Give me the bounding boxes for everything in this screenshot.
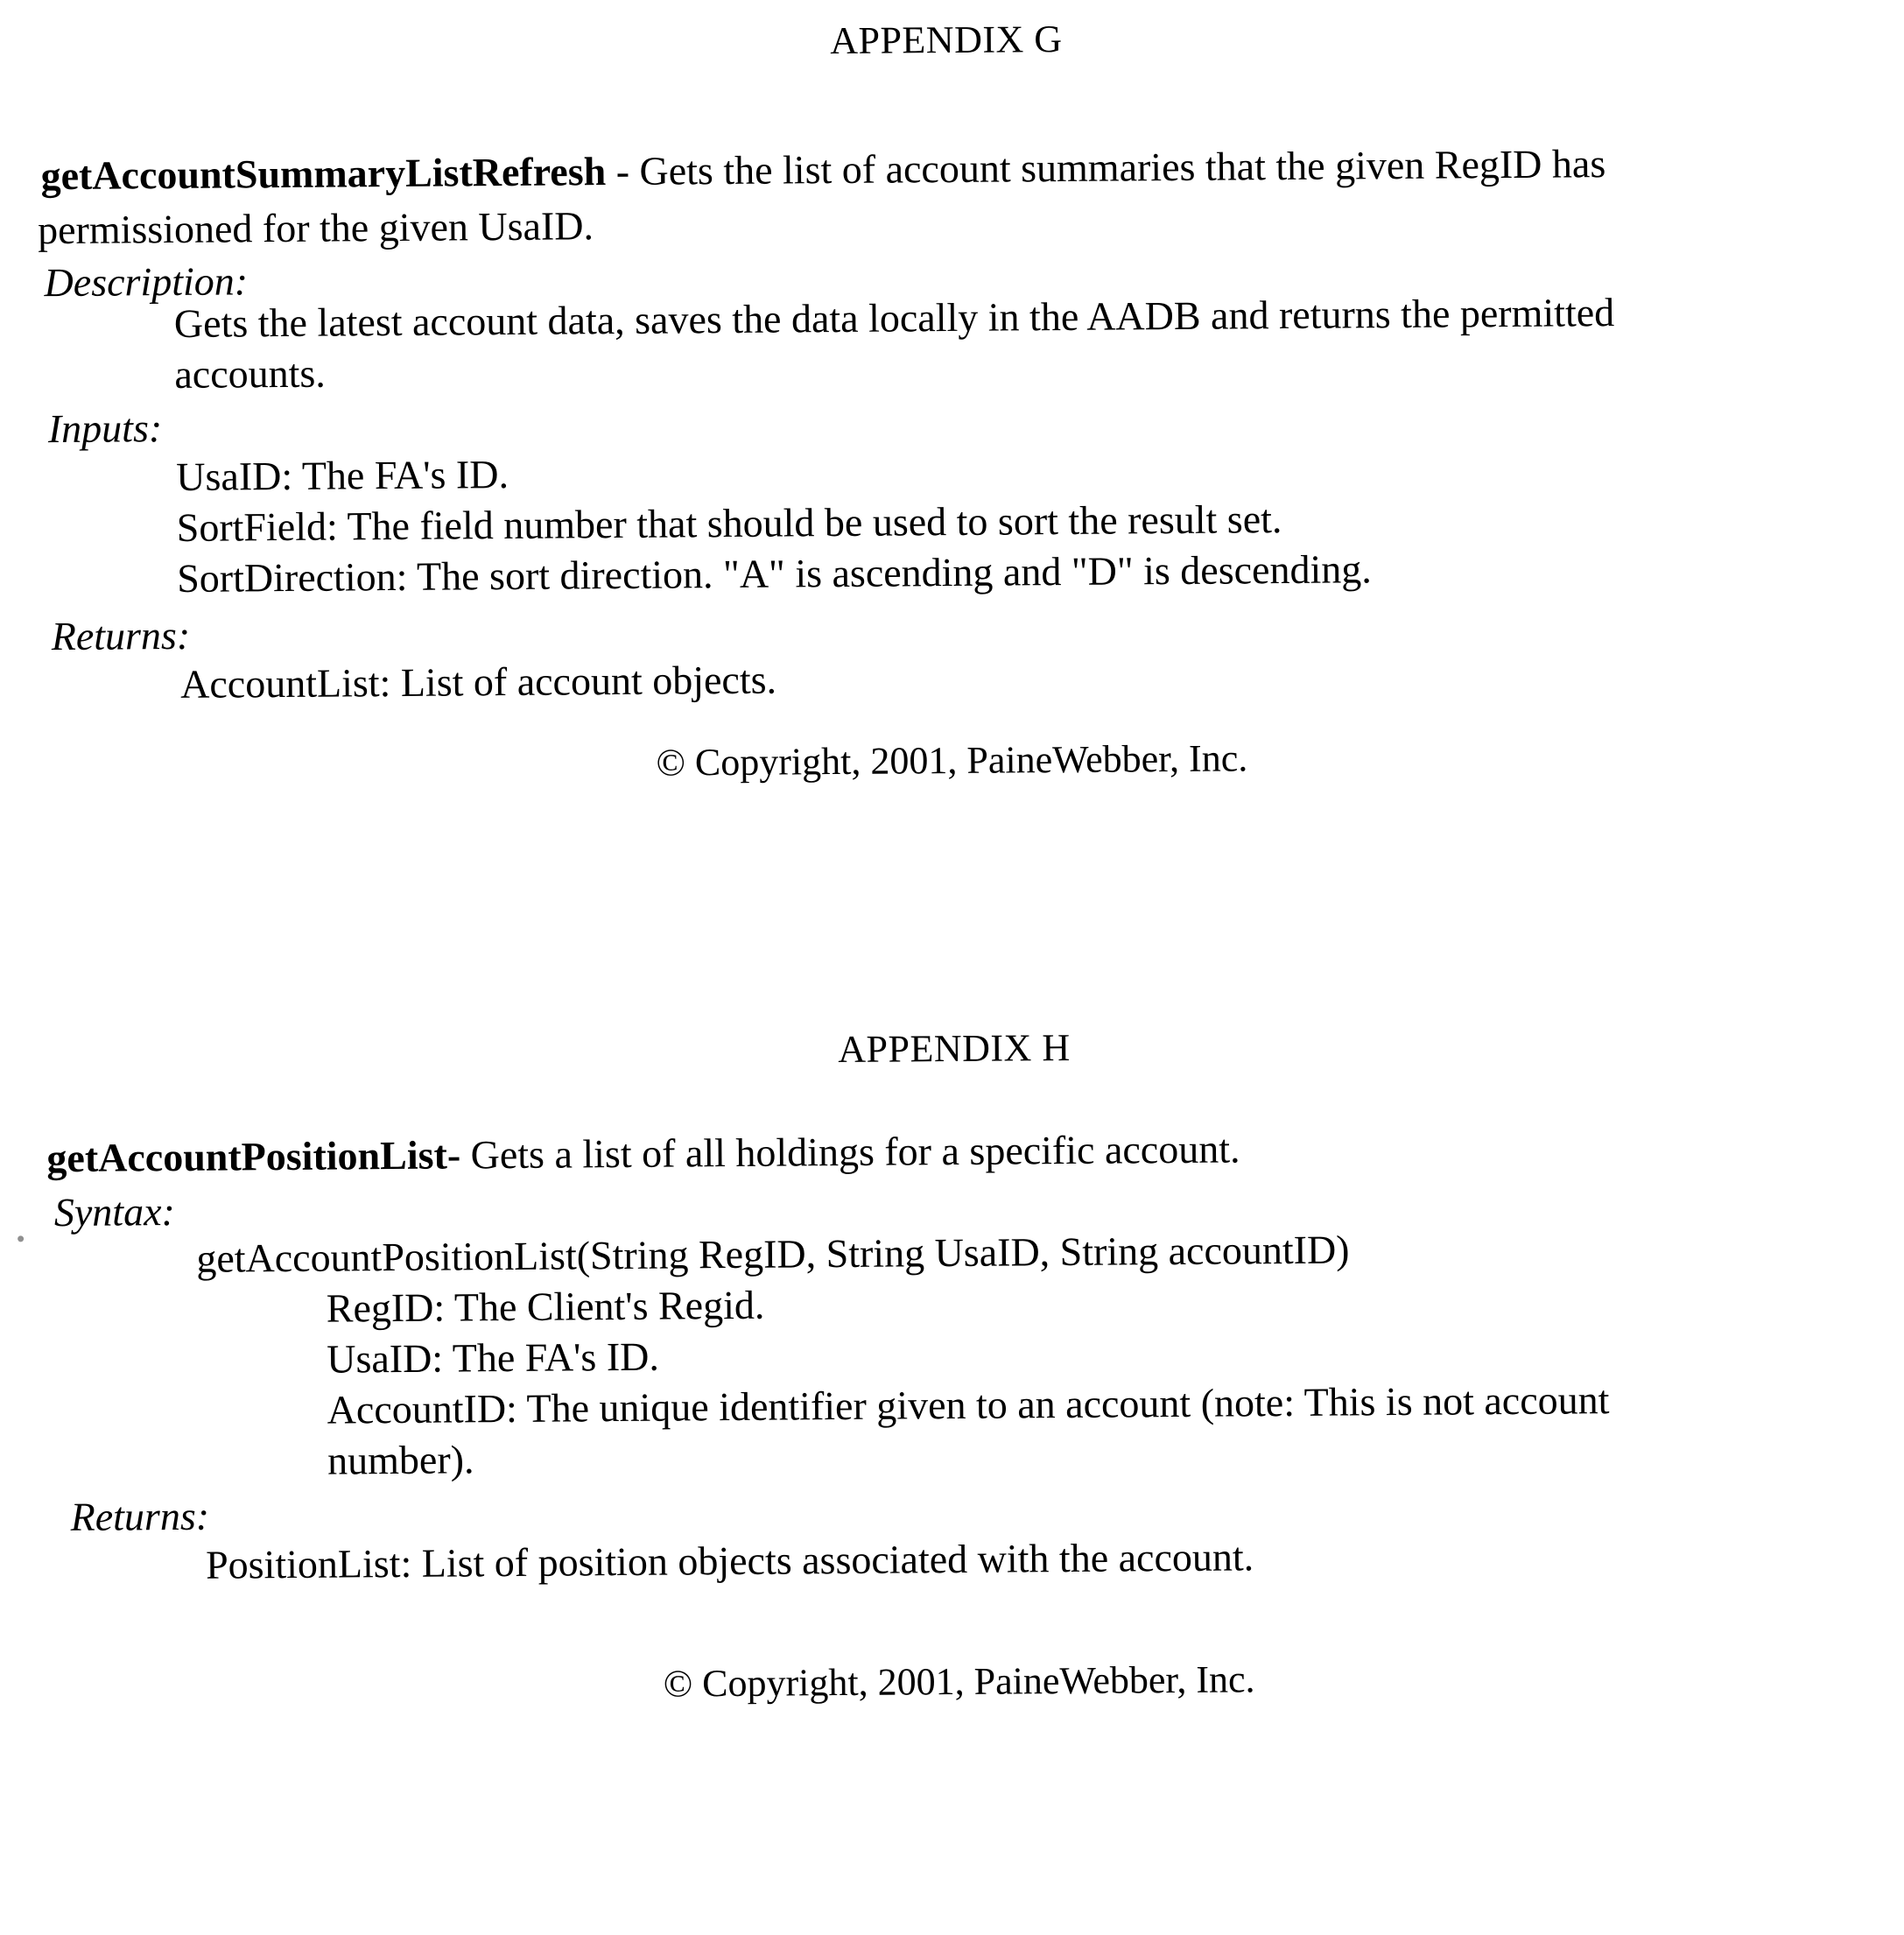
appendix-g-input-item: SortDirection: The sort direction. "A" is ascending and "D" is descending.: [177, 546, 1372, 601]
appendix-h-copyright: © Copyright, 2001, PaineWebber, Inc.: [663, 1657, 1255, 1706]
appendix-h-returns-label: Returns:: [70, 1493, 210, 1539]
appendix-h-syntax-param: AccountID: The unique identifier given to an account (note: This is not account: [327, 1377, 1610, 1432]
appendix-g-signature-line-2: permissioned for the given UsaID.: [37, 203, 594, 253]
appendix-h-syntax-label: Syntax:: [53, 1188, 176, 1235]
appendix-h-syntax-param: UsaID: The FA's ID.: [327, 1333, 660, 1382]
appendix-g-description-line-2: accounts.: [174, 350, 327, 397]
scan-speck-artifact: [18, 1235, 24, 1242]
appendix-h-method-name: getAccountPositionList-: [46, 1132, 461, 1181]
appendix-g-returns-label: Returns:: [51, 612, 191, 659]
appendix-h-signature-line: [46, 1126, 1240, 1181]
appendix-g-input-item: UsaID: The FA's ID.: [176, 451, 509, 499]
appendix-g-signature-line-1: [40, 141, 1606, 199]
appendix-h-syntax-param: number).: [327, 1437, 474, 1483]
appendix-g-description-label: Description:: [44, 258, 249, 306]
appendix-g-input-item: SortField: The field number that should be used to sort the result set.: [176, 496, 1282, 550]
appendix-g-title: APPENDIX G: [830, 17, 1063, 63]
appendix-g-method-name: getAccountSummaryListRefresh: [40, 149, 607, 199]
appendix-g-return-item: AccountList: List of account objects.: [179, 657, 777, 707]
appendix-h-return-item: PositionList: List of position objects associated with the account.: [205, 1534, 1254, 1587]
appendix-g-description-line-1: Gets the latest account data, saves the data locally in the AADB and returns the permitted: [173, 290, 1615, 346]
appendix-g-signature-desc-1: - Gets the list of account summaries that the given RegID has: [606, 141, 1606, 194]
appendix-h-signature-desc: Gets a list of all holdings for a specific account.: [460, 1126, 1240, 1178]
appendix-g-inputs-label: Inputs:: [47, 405, 163, 452]
appendix-h-title: APPENDIX H: [838, 1025, 1071, 1072]
appendix-g-copyright: © Copyright, 2001, PaineWebber, Inc.: [656, 736, 1248, 785]
appendix-h-syntax-param: RegID: The Client's Regid.: [326, 1282, 765, 1331]
appendix-h-syntax-signature: getAccountPositionList(String RegID, String UsaID, String accountID): [196, 1227, 1350, 1281]
